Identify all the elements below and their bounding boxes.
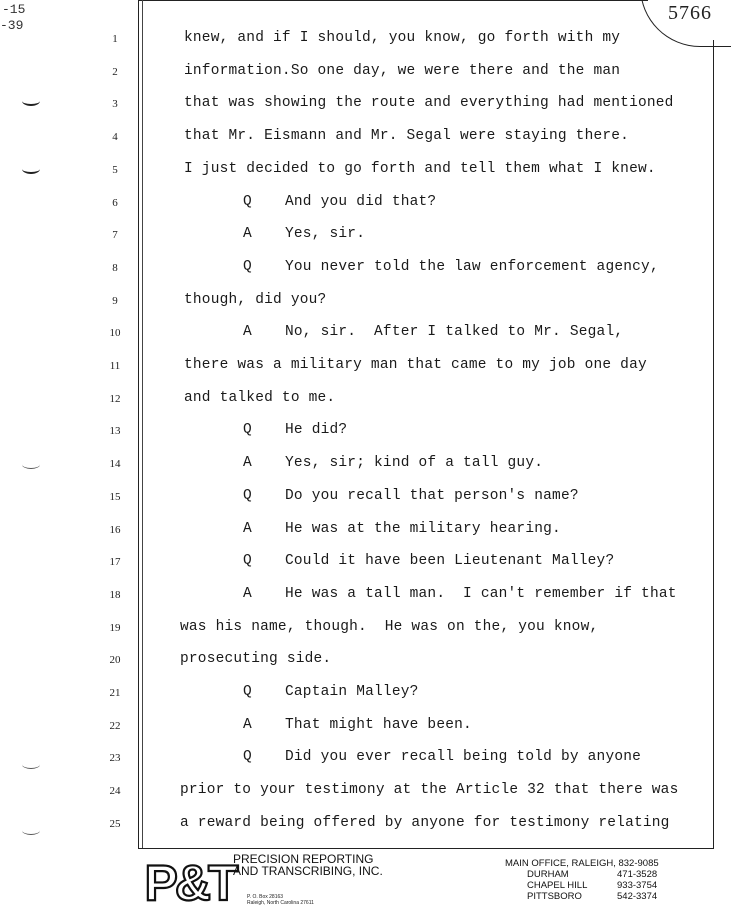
line-text: He was a tall man. I can't remember if that — [285, 585, 677, 602]
firm-line-2: AND TRANSCRIBING, INC. — [233, 864, 383, 878]
line-text: a reward being offered by anyone for testimony relating — [180, 814, 670, 831]
line-number: 2 — [112, 65, 118, 78]
line-number: 18 — [109, 588, 121, 601]
transcript-line — [0, 416, 720, 448]
line-text: And you did that? — [285, 193, 437, 210]
line-number: 17 — [109, 556, 121, 569]
transcript-line — [0, 645, 720, 677]
line-text: prosecuting side. — [180, 651, 332, 668]
line-number: 15 — [109, 490, 121, 503]
transcript-line — [0, 351, 720, 383]
office-row — [527, 891, 705, 902]
transcript-line — [0, 89, 720, 121]
line-number: 23 — [109, 752, 121, 765]
office-phone: 471-3528 — [617, 869, 658, 880]
line-text: knew, and if I should, you know, go forth with my — [184, 30, 621, 46]
transcript-line — [0, 449, 720, 481]
line-number: 25 — [109, 817, 121, 830]
line-text: Captain Malley? — [285, 684, 419, 700]
line-number: 10 — [109, 327, 121, 340]
line-number: 4 — [112, 131, 118, 144]
office-row — [527, 880, 705, 891]
transcript-line — [0, 711, 720, 743]
line-number: 21 — [109, 687, 121, 699]
transcript-line — [0, 318, 720, 350]
firm-name — [233, 853, 383, 877]
office-city: CHAPEL HILL — [527, 880, 588, 891]
page-border-bottom — [138, 848, 714, 849]
transcript-line — [0, 24, 720, 56]
speaker-label: Q — [243, 258, 252, 275]
line-text: Could it have been Lieutenant Malley? — [285, 553, 615, 570]
line-text: information.So one day, we were there and the man — [184, 62, 621, 79]
line-number: 12 — [109, 392, 121, 405]
logo-text: P&T — [144, 855, 236, 911]
transcript-line — [0, 613, 720, 645]
pt-logo — [144, 852, 236, 911]
line-text: Did you ever recall being told by anyone — [285, 749, 642, 766]
line-text: that Mr. Eismann and Mr. Segal were staying there. — [184, 128, 630, 145]
transcript-line — [0, 776, 720, 808]
line-text: I just decided to go forth and tell them what I knew. — [184, 160, 656, 177]
line-text: That might have been. — [285, 716, 472, 733]
speaker-label: Q — [243, 749, 252, 766]
firm-line-1: PRECISION REPORTING — [233, 852, 374, 866]
office-list — [505, 858, 705, 902]
line-number: 7 — [112, 229, 118, 242]
line-number: 9 — [112, 294, 118, 307]
transcript-line — [0, 482, 720, 514]
line-text: there was a military man that came to my job one day — [184, 357, 647, 373]
speaker-label: Q — [243, 193, 252, 210]
speaker-label: A — [243, 455, 252, 472]
page-number: 5766 — [668, 2, 712, 24]
line-text: was his name, though. He was on the, you know, — [180, 618, 599, 635]
transcript-line — [0, 809, 720, 841]
line-number: 20 — [109, 654, 121, 667]
speaker-label: A — [243, 324, 252, 341]
line-text: Yes, sir; kind of a tall guy. — [285, 455, 544, 472]
line-text: No, sir. After I talked to Mr. Segal, — [285, 324, 624, 341]
line-number: 5 — [112, 163, 118, 176]
line-number: 3 — [112, 98, 118, 111]
line-number: 1 — [112, 33, 118, 45]
transcript-line — [0, 580, 720, 612]
office-phone: 933-3754 — [617, 880, 658, 891]
transcript-line — [0, 253, 720, 285]
margin-note: -15 — [2, 2, 26, 17]
line-number: 6 — [112, 196, 118, 209]
speaker-label: Q — [243, 553, 252, 570]
speaker-label: Q — [243, 684, 252, 700]
line-text: though, did you? — [184, 291, 327, 308]
line-number: 16 — [109, 523, 121, 536]
page-border-top — [138, 0, 648, 1]
line-number: 13 — [109, 425, 121, 438]
line-number: 19 — [109, 621, 121, 634]
transcript-line — [0, 286, 720, 318]
line-text: You never told the law enforcement agency, — [285, 258, 659, 275]
transcript-line — [0, 515, 720, 547]
line-text: Do you recall that person's name? — [285, 487, 579, 504]
line-number: 8 — [112, 261, 118, 274]
speaker-label: A — [243, 520, 252, 537]
line-text: prior to your testimony at the Article 32 that there was — [180, 782, 679, 799]
firm-address — [247, 894, 314, 906]
speaker-label: A — [243, 585, 252, 602]
transcript-line — [0, 220, 720, 252]
office-row — [527, 869, 705, 880]
transcript-line — [0, 57, 720, 89]
transcript-line — [0, 743, 720, 775]
line-text: and talked to me. — [184, 389, 336, 406]
line-text: He was at the military hearing. — [285, 520, 561, 537]
margin-note: -39 — [0, 18, 24, 33]
transcript-line — [0, 678, 720, 710]
line-text: Yes, sir. — [285, 226, 366, 243]
line-number: 14 — [109, 458, 121, 471]
main-office: MAIN OFFICE, RALEIGH, 832-9085 — [505, 858, 659, 869]
address-line-2: Raleigh, North Carolina 27611 — [247, 900, 314, 906]
office-phone: 542-3374 — [617, 891, 658, 902]
line-number: 24 — [109, 785, 121, 798]
line-text: that was showing the route and everything had mentioned — [184, 95, 674, 112]
speaker-label: A — [243, 716, 252, 733]
transcript-line — [0, 547, 720, 579]
office-city: DURHAM — [527, 869, 569, 880]
speaker-label: Q — [243, 422, 252, 439]
transcript-line — [0, 384, 720, 416]
transcript-line — [0, 188, 720, 220]
office-city: PITTSBORO — [527, 891, 582, 902]
address-line-1: P. O. Box 28163 — [247, 894, 284, 900]
transcript-line — [0, 122, 720, 154]
speaker-label: Q — [243, 487, 252, 504]
speaker-label: A — [243, 226, 252, 243]
transcript-line — [0, 155, 720, 187]
line-text: He did? — [285, 422, 348, 439]
line-number: 11 — [109, 360, 121, 372]
line-number: 22 — [109, 719, 121, 732]
